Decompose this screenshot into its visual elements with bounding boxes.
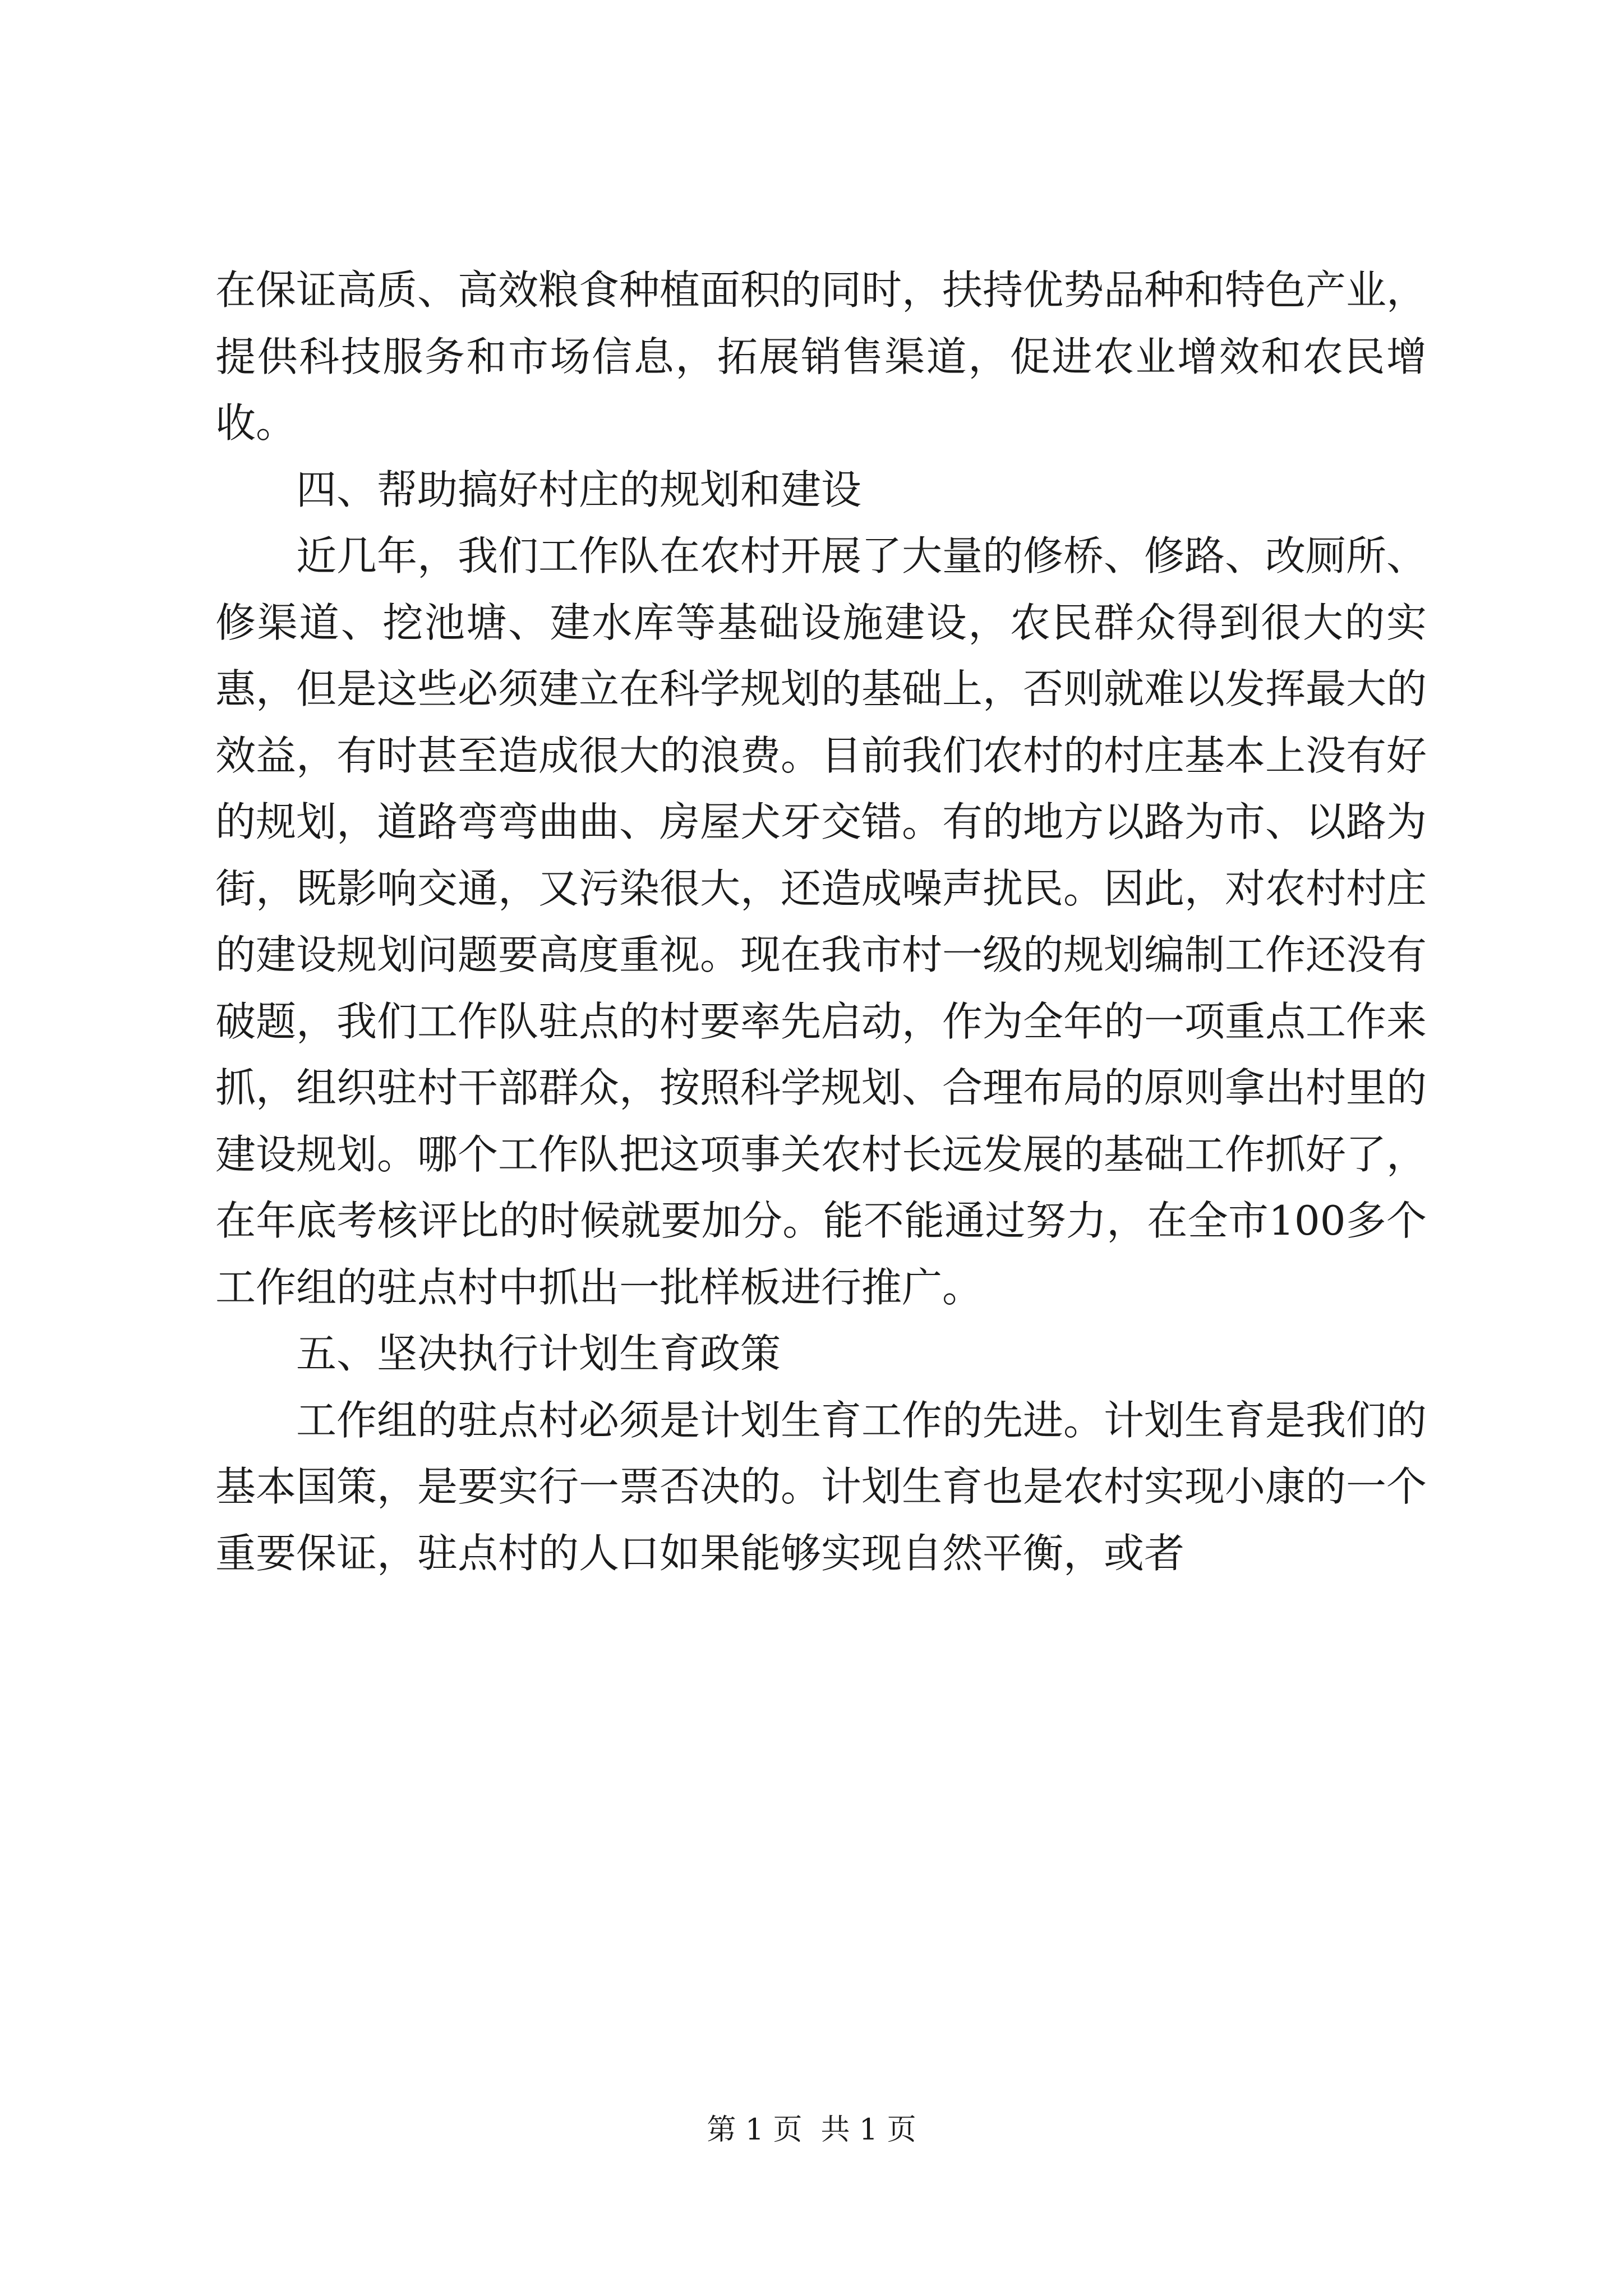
paragraph-continued: 在保证高质、高效粮食种植面积的同时，扶持优势品种和特色产业，提供科技服务和市场信息，拓展销售渠道，促进农业增效和农民增收。 (215, 266, 1427, 447)
document-body (215, 257, 1427, 1586)
section-heading-4: 四、帮助搞好村庄的规划和建设 (296, 466, 862, 513)
paragraph-family-planning: 工作组的驻点村必须是计划生育工作的先进。计划生育是我们的基本国策，是要实行一票否决的。计划生育也是农村实现小康的一个重要保证，驻点村的人口如果能够实现自然平衡，或者 (215, 1396, 1427, 1577)
paragraph-village-planning: 近几年，我们工作队在农村开展了大量的修桥、修路、改厕所、修渠道、挖池塘、建水库等基础设施建设，农民群众得到很大的实惠，但是这些必须建立在科学规划的基础上，否则就难以发挥最大的效益，有时甚至造成很大的浪费。目前我们农村的村庄基本上没有好的规划，道路弯弯曲曲、房屋犬牙交错。有的地方以路为市、以路为街，既影响交通，又污染很大，还造成噪声扰民。因此，对农村村庄的建设规划问题要高度重视。现在我市村一级的规划编制工作还没有破题，我们工作队驻点的村要率先启动，作为全年的一项重点工作来抓，组织驻村干部群众，按照科学规划、合理布局的原则拿出村里的建设规划。哪个工作队把这项事关农村长远发展的基础工作抓好了，在年底考核评比的时候就要加分。能不能通过努力，在全市100多个工作组的驻点村中抓出一批样板进行推广。 (215, 532, 1427, 1311)
section-heading-5: 五、坚决执行计划生育政策 (296, 1330, 781, 1377)
page-footer: 第 1 页 共 1 页 (707, 2113, 916, 2147)
